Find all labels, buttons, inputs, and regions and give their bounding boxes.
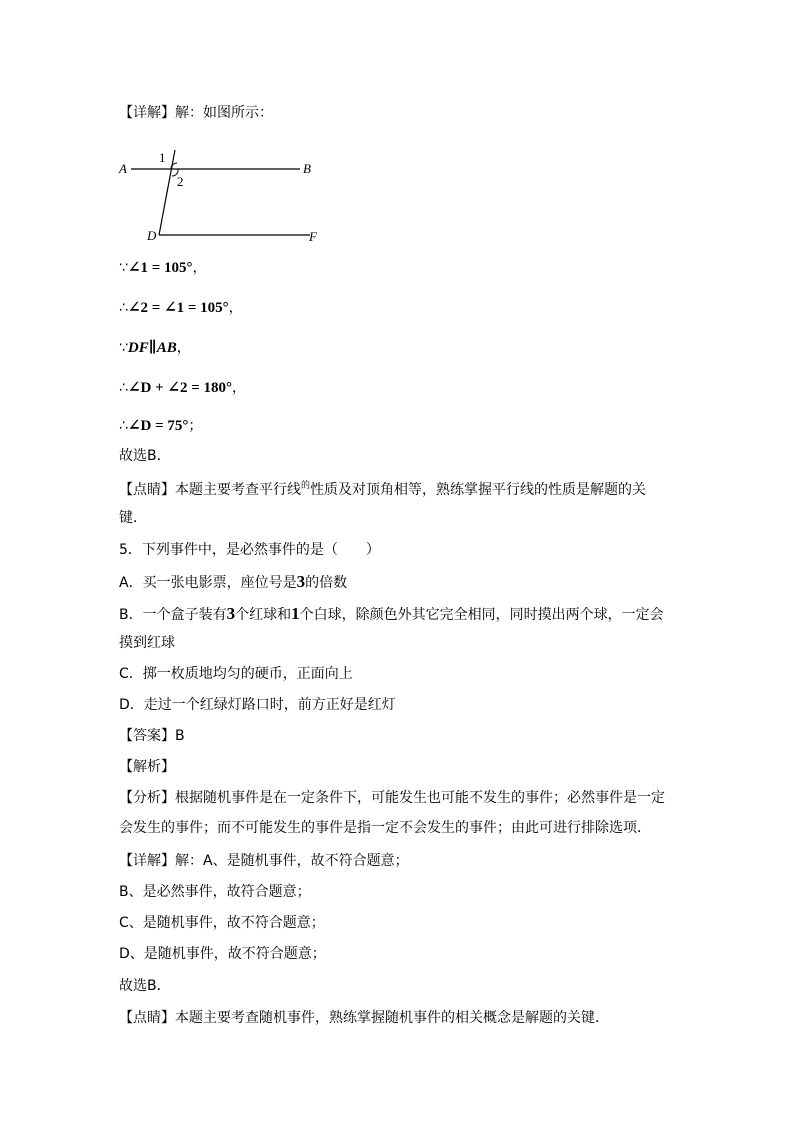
intro-text: 【详解】解：如图所示： xyxy=(119,105,273,121)
step-5-prefix: ∴ xyxy=(119,418,128,434)
option-b-num2: 1 xyxy=(291,604,300,623)
label-angle-2: 2 xyxy=(177,174,184,189)
label-f: F xyxy=(309,229,317,244)
step-1-suffix: ， xyxy=(192,260,207,276)
answer: 【答案】B xyxy=(119,728,185,744)
analysis-title: 【解析】 xyxy=(119,759,175,775)
option-a xyxy=(119,572,347,593)
label-angle-1: 1 xyxy=(159,150,166,165)
analysis-line-1: 【分析】根据随机事件是在一定条件下，可能发生也可能不发生的事件；必然事件是一定 xyxy=(119,790,665,806)
question-5-stem: 5．下列事件中，是必然事件的是（ ） xyxy=(119,542,380,558)
step-2-math: ∠2 = ∠1 = 105° xyxy=(127,300,229,316)
step-5 xyxy=(119,416,202,436)
detail-line-3: C、是随机事件，故不符合题意； xyxy=(119,915,325,931)
step-3-prefix: ∵ xyxy=(119,340,128,356)
step-4-suffix: ， xyxy=(231,380,246,396)
option-b-post: 个白球，除颜色外其它完全相同，同时摸出两个球，一定会 xyxy=(299,607,664,623)
comment-2: 【点睛】本题主要考查随机事件，熟练掌握随机事件的相关概念是解题的关键． xyxy=(119,1010,609,1026)
label-b: B xyxy=(303,161,311,176)
step-1-math: ∠1 = 105° xyxy=(127,260,193,276)
option-b-num1: 3 xyxy=(226,604,236,623)
step-2-prefix: ∴ xyxy=(119,300,128,316)
step-5-math: ∠D = 75° xyxy=(127,418,189,434)
step-3-math: DF∥AB xyxy=(127,340,177,356)
comment-1-line-2: 键． xyxy=(119,510,147,526)
label-d: D xyxy=(147,228,157,243)
step-3-suffix: ， xyxy=(176,340,191,356)
comment-1-line-1 xyxy=(119,480,646,502)
choice-2: 故选B． xyxy=(119,978,171,994)
step-3 xyxy=(119,338,191,358)
analysis-line-2: 会发生的事件；而不可能发生的事件是指一定不会发生的事件；由此可进行排除选项． xyxy=(119,820,651,836)
option-d: D．走过一个红绿灯路口时，前方正好是红灯 xyxy=(119,697,396,713)
option-a-post: 的倍数 xyxy=(305,575,348,591)
option-b xyxy=(119,604,664,625)
detail-line-2: B、是必然事件，故符合题意； xyxy=(119,884,311,900)
option-a-num: 3 xyxy=(296,572,306,591)
step-4-math: ∠D + ∠2 = 180° xyxy=(127,380,232,396)
option-c: C．掷一枚质地均匀的硬币，正面向上 xyxy=(119,666,353,682)
geometry-figure xyxy=(115,146,335,246)
option-a-pre: A．买一张电影票，座位号是 xyxy=(119,575,297,591)
step-4-prefix: ∴ xyxy=(119,380,128,396)
step-1-prefix: ∵ xyxy=(119,260,128,276)
comment-1-a: 【点睛】本题主要考查平行线 xyxy=(119,482,301,498)
detail-line-4: D、是随机事件，故不符合题意； xyxy=(119,946,326,962)
option-b-mid: 个红球和 xyxy=(235,607,292,623)
step-2 xyxy=(119,298,243,318)
option-b-pre: B．一个盒子装有 xyxy=(119,607,227,623)
step-5-suffix: ； xyxy=(188,418,203,434)
step-2-suffix: ， xyxy=(228,300,243,316)
comment-1-b: 性质及对顶角相等，熟练掌握平行线的性质是解题的关 xyxy=(310,482,647,498)
label-a: A xyxy=(119,161,127,176)
option-b-continued: 摸到红球 xyxy=(119,635,175,651)
comment-1-de: 的 xyxy=(301,481,311,491)
detail-line-1: 【详解】解：A、是随机事件，故不符合题意； xyxy=(119,853,409,869)
step-4 xyxy=(119,378,246,398)
choice-1: 故选B． xyxy=(119,448,171,464)
step-1 xyxy=(119,258,207,278)
